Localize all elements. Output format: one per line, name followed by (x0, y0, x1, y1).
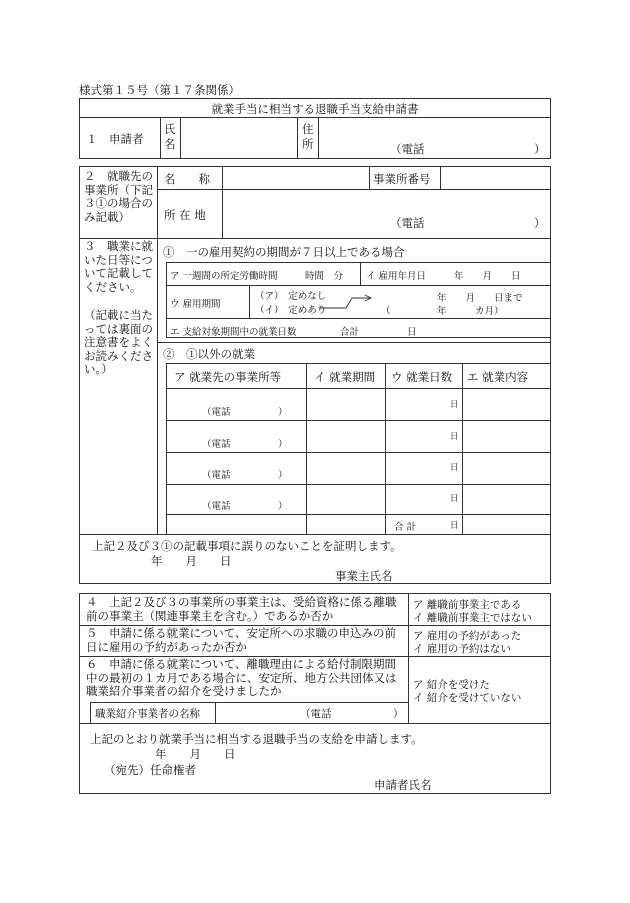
divider (157, 342, 551, 343)
phone-open: （電話 (390, 142, 425, 156)
period-defined: （イ） 定めあり (255, 305, 327, 316)
col-header-content: エ 就業内容 (467, 370, 529, 384)
divider (166, 420, 551, 421)
phone-open: （電話 (390, 216, 425, 230)
divider (408, 593, 409, 723)
col-header-period: イ 就業期間 (314, 370, 376, 384)
q5-option-i: イ 雇用の予約はない (413, 643, 511, 655)
divider (166, 452, 551, 453)
q6-option-a: ア 紹介を受けた (413, 679, 490, 691)
divider (222, 166, 223, 238)
hire-date-label: イ 雇用年月日 (366, 271, 427, 282)
work-label: ３ 職業に就いた日等について記載してください。 (84, 239, 153, 294)
col-header-days: ウ 就業日数 (391, 370, 453, 384)
divider (385, 363, 386, 534)
employment-period-label: ウ 雇用期間 (170, 299, 221, 310)
divider (166, 514, 551, 515)
addressee: （宛先）任命権者 (104, 763, 196, 777)
form-title: 就業手当に相当する退職手当支給申請書 (211, 102, 419, 116)
working-days-label: エ 支給対象期間中の就業日数 (170, 327, 297, 338)
row-phone: （電話 ） (202, 407, 288, 418)
certification-text: 上記２及び３①の記載事項に誤りのないことを証明します。 (92, 539, 402, 553)
office-number-label: 事業所番号 (373, 172, 431, 186)
phone-open: （電話 (300, 708, 332, 720)
row-phone: （電話 ） (202, 501, 288, 512)
paren-open: （ (381, 306, 391, 317)
divider (318, 117, 319, 159)
application-text: 上記のとおり就業手当に相当する退職手当の支給を申請します。 (90, 732, 423, 746)
question-4: ４ 上記２及び３の事業所の事業主は、受給資格に係る離職前の事業主（関連事業主を含む。）であるか否か (86, 595, 397, 623)
divider (306, 363, 307, 534)
question-5: ５ 申請に係る就業について、安定所への求職の申込みの前日に雇用の予約があったか否か (86, 626, 397, 654)
period-months: 年 カ月） (437, 306, 504, 317)
divider (297, 117, 298, 159)
total-unit: 日 (450, 521, 459, 531)
location-label: 所 在 地 (164, 208, 206, 222)
row-day-unit: 日 (450, 494, 459, 504)
question-6: ６ 申請に係る就業について、離職理由による給付制限期間中の最初の１カ月である場合に、安定所、地方公共団体又は職業紹介事業者の紹介を受けましたか (86, 657, 397, 698)
phone-close: ） (534, 216, 546, 230)
divider (440, 166, 441, 189)
q4-option-i: イ 離職前事業主ではない (413, 612, 532, 624)
divider (180, 117, 181, 159)
work-note: （記載に当たっては裏面の注意書をよくお読みください。） (84, 308, 153, 376)
divider (157, 189, 551, 190)
phone-close: ） (534, 142, 546, 156)
col-header-office: ア 就業先の事業所等 (174, 370, 282, 384)
divider (160, 117, 161, 159)
total-label: 合 計 (394, 522, 417, 533)
certification-date: 年 月 日 (151, 554, 232, 568)
divider (369, 166, 370, 189)
part2-title: ② ①以外の就業 (163, 347, 255, 361)
working-days-unit: 日 (407, 327, 417, 338)
employer-label: ２ 就職先の事業所（下記３①の場合のみ記載） (84, 169, 153, 224)
divider (360, 262, 361, 285)
q6-option-i: イ 紹介を受けていない (413, 692, 522, 704)
working-days-total: 合計 (340, 327, 360, 338)
employer-signature-label: 事業主氏名 (335, 569, 393, 583)
weekly-hours-label: ア 一週間の所定労働時間 (170, 271, 278, 282)
divider (166, 484, 551, 485)
divider (166, 388, 551, 389)
applicant-signature-label: 申請者氏名 (374, 778, 432, 792)
divider (166, 318, 551, 319)
form-number: 様式第１５号（第１７条関係） (79, 83, 240, 97)
weekly-hours-unit: 時間 分 (305, 271, 344, 282)
part1-title: ① 一の雇用契約の期間が７日以上である場合 (163, 245, 405, 259)
row-phone: （電話 ） (202, 439, 288, 450)
divider (215, 702, 216, 723)
period-none: （ア） 定めなし (255, 291, 327, 302)
period-until: 年 月 日まで (437, 293, 523, 304)
hire-date-unit: 年 月 日 (454, 271, 521, 282)
name-label: 氏 名 (164, 122, 176, 151)
row-day-unit: 日 (450, 463, 459, 473)
row-phone: （電話 ） (202, 470, 288, 481)
phone-close: ） (393, 708, 404, 720)
divider (79, 534, 551, 535)
divider (462, 363, 463, 534)
row-day-unit: 日 (450, 400, 459, 410)
applicant-label: １ 申請者 (86, 132, 144, 146)
q4-option-a: ア 離職前事業主である (413, 599, 522, 611)
address-label: 住 所 (302, 122, 314, 151)
q5-option-a: ア 雇用の予約があった (413, 630, 522, 642)
divider (157, 166, 158, 534)
divider (79, 117, 551, 118)
divider (249, 285, 250, 318)
divider (79, 723, 551, 724)
divider (166, 285, 551, 286)
row-day-unit: 日 (450, 432, 459, 442)
application-date: 年 月 日 (155, 747, 236, 761)
arrow-icon (318, 291, 376, 311)
employer-name-label: 名 称 (164, 172, 210, 186)
agency-name-label: 職業紹介事業者の名称 (95, 708, 200, 720)
